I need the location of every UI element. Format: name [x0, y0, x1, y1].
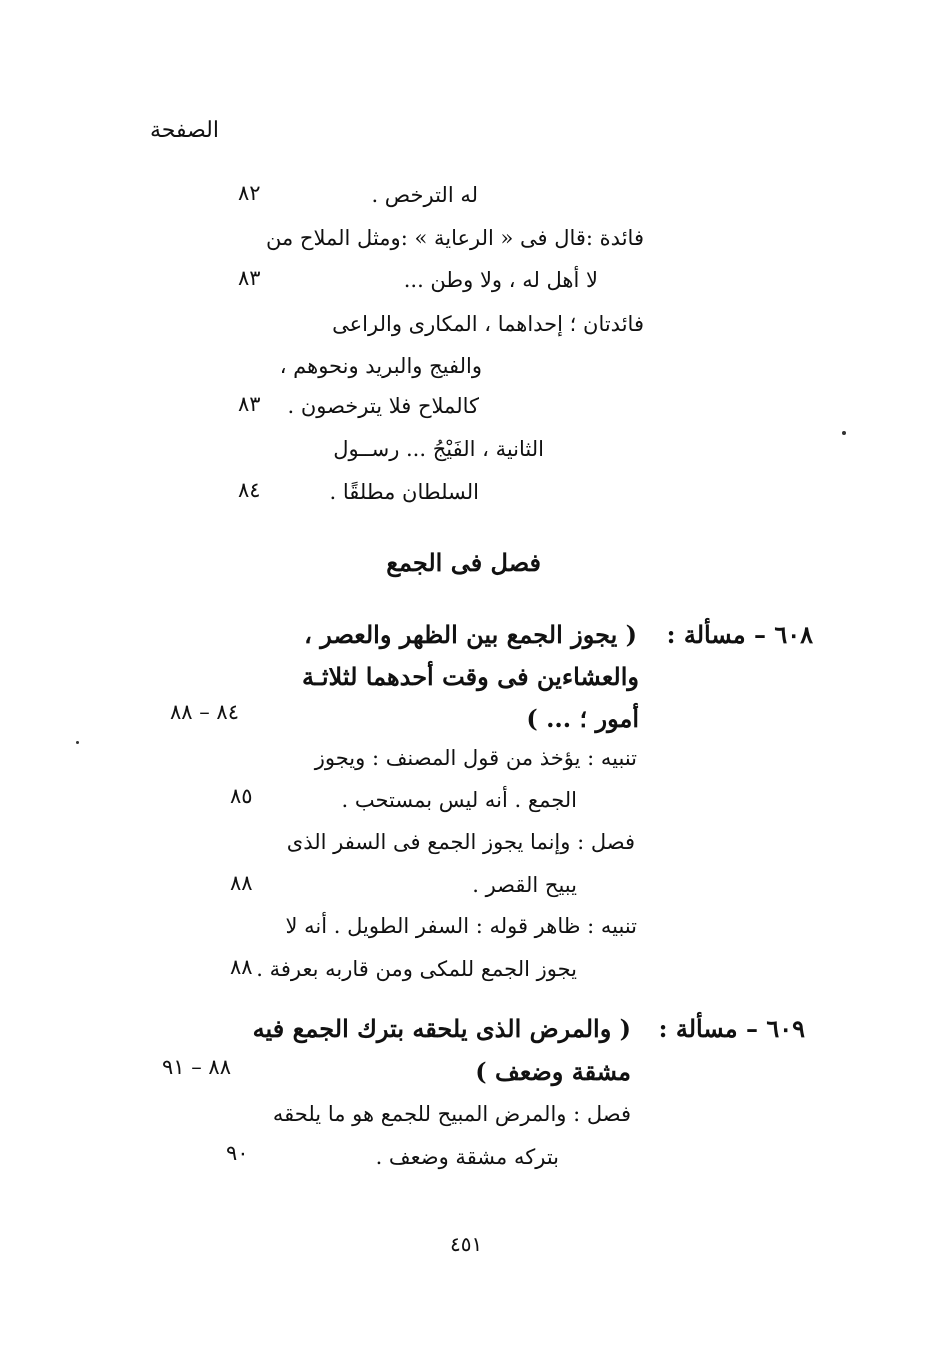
entry-line: كالملاح فلا يترخصون .: [287, 394, 479, 418]
sub-entry-page-number: ٩٠: [226, 1141, 249, 1165]
sub-entry-page-number: ٨٨: [230, 955, 253, 979]
entry-page-number: ٨٢: [238, 181, 261, 205]
sub-entry-line: يبيح القصر .: [472, 873, 577, 897]
masala-label: ٦٠٨ – مسألة :: [666, 620, 813, 649]
masala-line: ( والمرض الذى يلحقه بترك الجمع فيه: [252, 1014, 631, 1043]
scan-speck: [842, 431, 846, 435]
masala-line: أمور ؛ ... ): [526, 704, 639, 733]
sub-entry-line: بتركه مشقة وضعف .: [375, 1145, 559, 1169]
entry-line: فائدتان ؛ إحداهما ، المكارى والراعى: [332, 312, 644, 336]
masala-line: مشقة وضعف ): [475, 1057, 631, 1086]
entry-line: والفيج والبريد ونحوهم ،: [279, 354, 482, 378]
sub-entry-line: فصل : وإنما يجوز الجمع فى السفر الذى: [286, 830, 635, 854]
sub-entry-line: يجوز الجمع للمكى ومن قاربه بعرفة .: [256, 957, 577, 981]
masala-line: ( يجوز الجمع بين الظهر والعصر ،: [304, 620, 637, 649]
sub-entry-page-number: ٨٥: [230, 784, 253, 808]
sub-entry-line: الجمع . أنه ليس بمستحب .: [341, 788, 577, 812]
entry-page-number: ٨٣: [238, 392, 261, 416]
sub-entry-line: فصل : والمرض المبيح للجمع هو ما يلحقه: [272, 1102, 631, 1126]
scan-speck: [76, 741, 79, 744]
entry-page-number: ٨٤: [238, 478, 261, 502]
entry-line: السلطان مطلقًا .: [329, 480, 479, 504]
masala-page-range: ٨٤ – ٨٨: [170, 700, 239, 724]
sub-entry-page-number: ٨٨: [230, 871, 253, 895]
sub-entry-line: تنبيه : ظاهر قوله : السفر الطويل . أنه لا: [285, 914, 637, 938]
entry-line: الثانية ، الفَيْجُ ... رســول: [333, 437, 544, 461]
entry-line: فائدة :قال فى « الرعاية » :ومثل الملاح من: [266, 226, 644, 250]
entry-line: لا أهل له ، ولا وطن ...: [403, 268, 598, 292]
masala-label: ٦٠٩ – مسألة :: [658, 1014, 805, 1043]
section-title: فصل فى الجمع: [386, 548, 541, 577]
page-number: ٤٥١: [450, 1232, 483, 1256]
entry-line: له الترخص .: [371, 183, 478, 207]
page-column-header: الصفحة: [149, 118, 219, 143]
masala-page-range: ٨٨ – ٩١: [162, 1055, 231, 1079]
sub-entry-line: تنبيه : يؤخذ من قول المصنف : ويجوز: [314, 746, 637, 770]
entry-page-number: ٨٣: [238, 266, 261, 290]
masala-line: والعشاءين فى وقت أحدهما لثلاثـة: [301, 662, 639, 691]
